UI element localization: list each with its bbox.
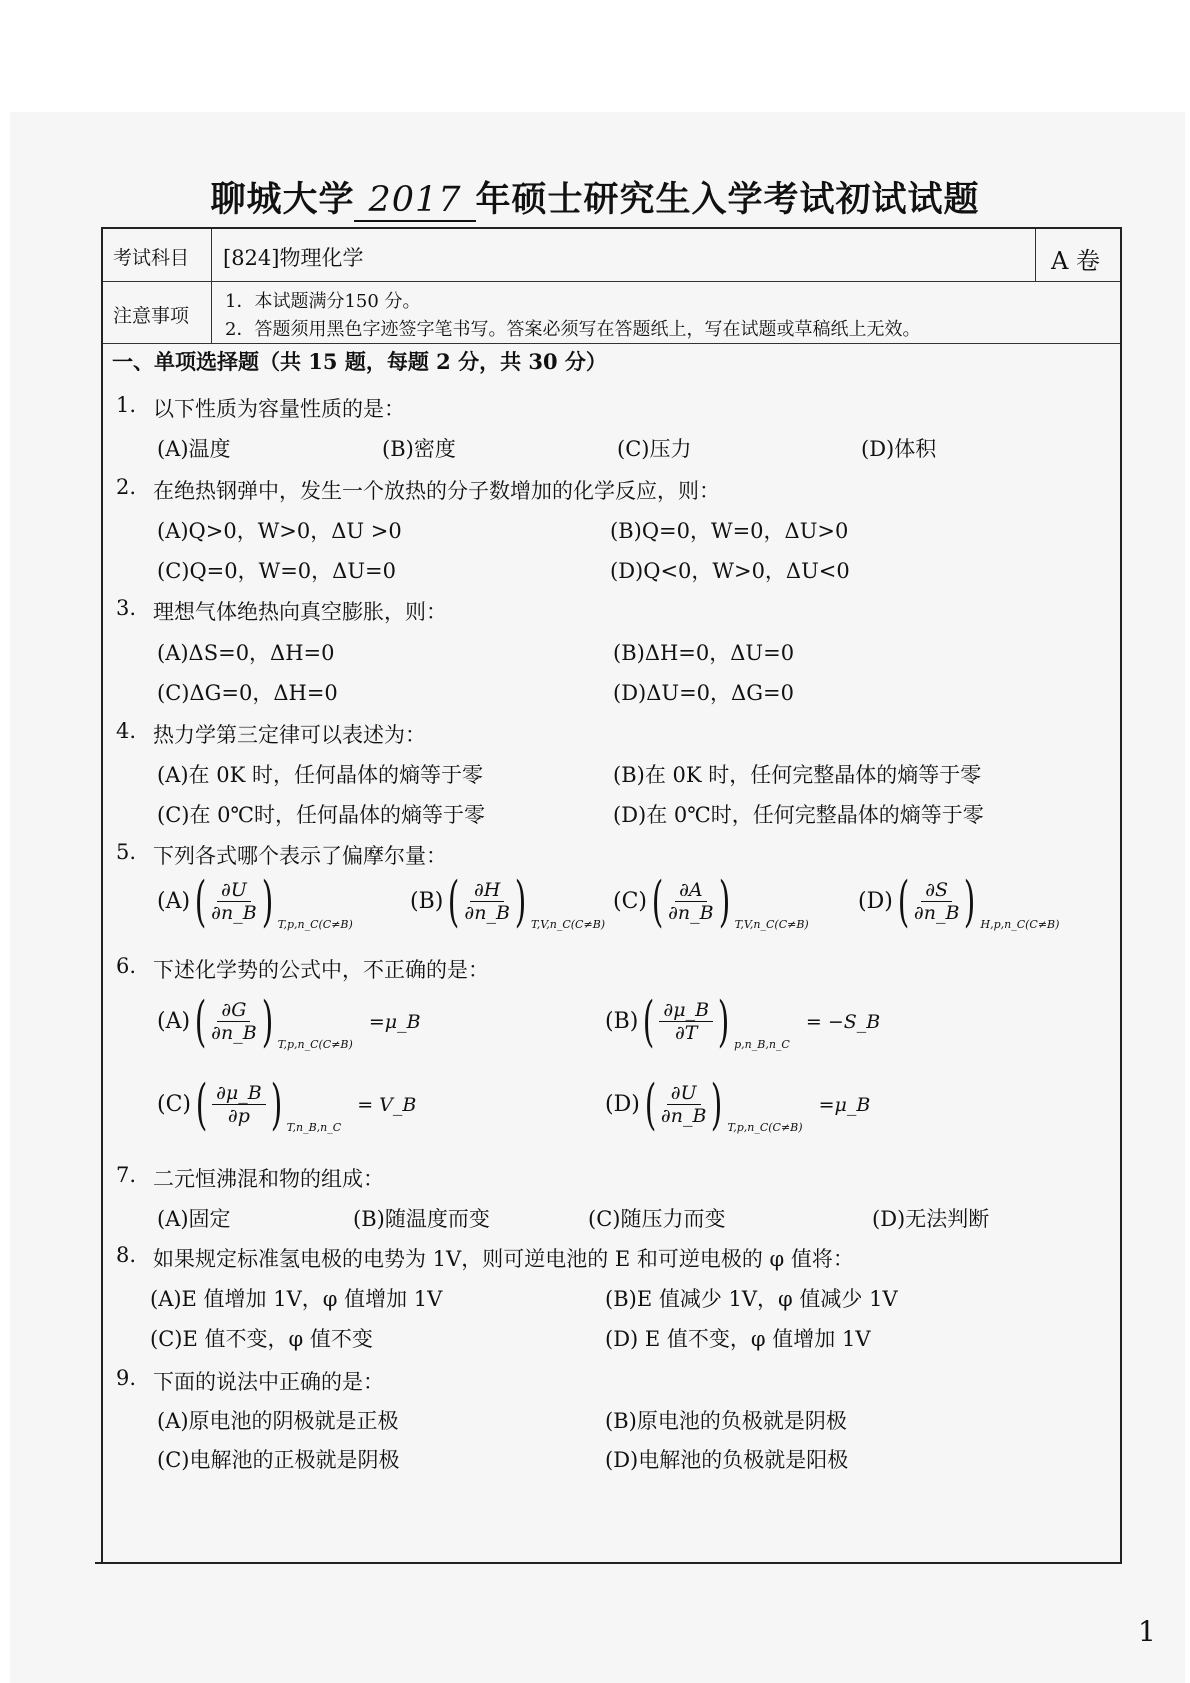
answer-option: (D)ΔU=0，ΔG=0 xyxy=(613,681,794,705)
paper-version: A 卷 xyxy=(1051,247,1100,275)
notes-label: 注意事项 xyxy=(113,305,190,327)
formula-option xyxy=(858,870,1059,933)
question-text: 二元恒沸混和物的组成： xyxy=(153,1167,384,1191)
answer-option: (A)固定 xyxy=(157,1207,231,1231)
numerator: ∂H xyxy=(470,879,504,902)
paren-right: ) xyxy=(718,870,730,933)
paren-left: ( xyxy=(643,990,655,1053)
paren-right: ) xyxy=(270,1073,283,1136)
question-number: 9. xyxy=(116,1366,137,1390)
fraction xyxy=(914,879,960,924)
title-suffix: 年硕士研究生入学考试初试试题 xyxy=(475,179,980,220)
page-number: 1 xyxy=(1138,1615,1156,1648)
formula-option xyxy=(605,990,880,1053)
paren-right: ) xyxy=(711,1073,723,1136)
question-number: 5. xyxy=(116,840,137,864)
paren-right: ) xyxy=(261,990,274,1053)
answer-option: (A)温度 xyxy=(157,437,231,461)
numerator: ∂μ_B xyxy=(659,999,713,1022)
question-text: 热力学第三定律可以表述为： xyxy=(153,723,426,747)
numerator: ∂U xyxy=(217,879,251,902)
paren-left: ( xyxy=(194,990,207,1053)
answer-option: (B)在 0K 时，任何完整晶体的熵等于零 xyxy=(613,763,982,787)
question-number: 7. xyxy=(116,1163,137,1187)
question-number: 3. xyxy=(116,596,137,620)
answer-option: (B)原电池的负极就是阴极 xyxy=(605,1409,847,1433)
note-2: 2．答题须用黑色字迹签字笔书写。答案必须写在答题纸上，写在试题或草稿纸上无效。 xyxy=(225,319,921,340)
fraction xyxy=(661,1082,707,1127)
formula-rhs: =μ_B xyxy=(368,1010,421,1033)
formula-option xyxy=(157,1073,416,1136)
answer-option: (C)在 0℃时，任何晶体的熵等于零 xyxy=(157,803,485,827)
frame-bottom xyxy=(95,1562,1120,1564)
answer-option: (B)E 值减少 1V，φ 值减少 1V xyxy=(605,1287,898,1311)
paren-right: ) xyxy=(717,990,730,1053)
paren-right: ) xyxy=(964,870,976,933)
question-text: 如果规定标准氢电极的电势为 1V，则可逆电池的 E 和可逆电极的 φ 值将： xyxy=(153,1247,854,1271)
answer-option: (D) E 值不变，φ 值增加 1V xyxy=(605,1327,871,1351)
formula-label: (A) xyxy=(157,1009,191,1034)
question-text: 下列各式哪个表示了偏摩尔量： xyxy=(153,844,447,868)
subscript-conditions: p,n_B,n_C xyxy=(734,1038,790,1051)
answer-option: (C)ΔG=0，ΔH=0 xyxy=(157,681,338,705)
paren-left: ( xyxy=(644,1073,657,1136)
numerator: ∂μ_B xyxy=(212,1082,266,1105)
subscript-conditions: T,V,n_C(C≠B) xyxy=(734,918,809,931)
subject-value: [824]物理化学 xyxy=(223,246,364,270)
divider xyxy=(103,343,1120,344)
formula-rhs: =μ_B xyxy=(818,1093,871,1116)
paren-right: ) xyxy=(514,870,527,933)
question-number: 1. xyxy=(116,393,137,417)
formula-label: (C) xyxy=(157,1092,191,1117)
formula-option xyxy=(613,870,809,933)
denominator: ∂n_B xyxy=(668,902,714,924)
answer-option: (D)Q<0，W>0，ΔU<0 xyxy=(610,559,850,583)
answer-option: (A)ΔS=0，ΔH=0 xyxy=(157,641,335,665)
answer-option: (C)E 值不变，φ 值不变 xyxy=(150,1327,373,1351)
formula-rhs: = V_B xyxy=(357,1093,417,1116)
denominator: ∂n_B xyxy=(211,902,257,924)
answer-option: (A)在 0K 时，任何晶体的熵等于零 xyxy=(157,763,483,787)
question-number: 6. xyxy=(116,954,137,978)
answer-option: (D)无法判断 xyxy=(872,1207,990,1231)
denominator: ∂p xyxy=(227,1105,250,1127)
formula-label: (D) xyxy=(858,889,893,914)
formula-label: (A) xyxy=(157,889,191,914)
subscript-conditions: T,p,n_C(C≠B) xyxy=(277,918,353,931)
subscript-conditions: T,p,n_C(C≠B) xyxy=(727,1121,803,1134)
question-number: 4. xyxy=(116,719,137,743)
answer-option: (B)密度 xyxy=(382,437,456,461)
fraction xyxy=(668,879,714,924)
formula-option xyxy=(157,870,353,933)
paren-left: ( xyxy=(651,870,664,933)
formula-label: (B) xyxy=(605,1009,639,1034)
answer-option: (D)电解池的负极就是阳极 xyxy=(605,1448,849,1472)
fraction xyxy=(211,879,257,924)
fraction xyxy=(464,879,510,924)
question-number: 8. xyxy=(116,1243,137,1267)
section-heading: 一、单项选择题（共 15 题，每题 2 分，共 30 分） xyxy=(112,349,607,374)
question-text: 以下性质为容量性质的是： xyxy=(153,397,405,421)
denominator: ∂T xyxy=(674,1022,698,1044)
answer-option: (C)随压力而变 xyxy=(588,1207,726,1231)
denominator: ∂n_B xyxy=(464,902,510,924)
answer-option: (B)ΔH=0，ΔU=0 xyxy=(613,641,795,665)
question-text: 下面的说法中正确的是： xyxy=(153,1370,384,1394)
fraction xyxy=(211,999,257,1044)
answer-option: (A)E 值增加 1V，φ 值增加 1V xyxy=(150,1287,443,1311)
fraction xyxy=(659,999,713,1044)
subscript-conditions: T,p,n_C(C≠B) xyxy=(277,1038,353,1051)
answer-option: (A)原电池的阴极就是正极 xyxy=(157,1409,399,1433)
subscript-conditions: T,V,n_C(C≠B) xyxy=(531,918,606,931)
subscript-conditions: T,n_B,n_C xyxy=(286,1121,342,1134)
denominator: ∂n_B xyxy=(211,1022,257,1044)
note-1: 1．本试题满分150 分。 xyxy=(225,291,421,312)
paren-right: ) xyxy=(261,870,274,933)
exam-title xyxy=(0,172,1190,222)
university-name: 聊城大学 xyxy=(210,179,355,220)
numerator: ∂S xyxy=(921,879,952,902)
exam-year: 2017 xyxy=(354,180,475,222)
numerator: ∂A xyxy=(675,879,707,902)
divider xyxy=(103,281,1120,282)
formula-rhs: = −S_B xyxy=(805,1010,881,1033)
formula-label: (C) xyxy=(613,889,647,914)
subject-label: 考试科目 xyxy=(113,247,190,269)
formula-option xyxy=(157,990,421,1053)
answer-option: (A)Q>0，W>0，ΔU >0 xyxy=(157,519,402,543)
divider xyxy=(1035,229,1036,281)
answer-option: (C)电解池的正极就是阴极 xyxy=(157,1448,400,1472)
answer-option: (D)体积 xyxy=(861,437,937,461)
question-text: 下述化学势的公式中，不正确的是： xyxy=(153,958,489,982)
question-text: 在绝热钢弹中，发生一个放热的分子数增加的化学反应，则： xyxy=(153,479,720,503)
answer-option: (B)随温度而变 xyxy=(353,1207,490,1231)
denominator: ∂n_B xyxy=(913,902,960,924)
question-number: 2. xyxy=(116,475,137,499)
formula-label: (B) xyxy=(410,889,444,914)
subscript-conditions: H,p,n_C(C≠B) xyxy=(980,918,1060,931)
answer-option: (B)Q=0，W=0，ΔU>0 xyxy=(610,519,849,543)
formula-label: (D) xyxy=(605,1092,640,1117)
numerator: ∂U xyxy=(667,1082,701,1105)
answer-option: (D)在 0℃时，任何完整晶体的熵等于零 xyxy=(613,803,984,827)
paren-left: ( xyxy=(195,1073,208,1136)
paren-left: ( xyxy=(897,870,910,933)
denominator: ∂n_B xyxy=(660,1105,707,1127)
formula-option xyxy=(410,870,605,933)
formula-option xyxy=(605,1073,870,1136)
answer-option: (C)压力 xyxy=(617,437,692,461)
question-text: 理想气体绝热向真空膨胀，则： xyxy=(153,600,447,624)
divider xyxy=(211,229,212,343)
paren-left: ( xyxy=(448,870,460,933)
answer-option: (C)Q=0，W=0，ΔU=0 xyxy=(157,559,396,583)
numerator: ∂G xyxy=(217,999,250,1022)
paren-left: ( xyxy=(194,870,207,933)
fraction xyxy=(212,1082,266,1127)
